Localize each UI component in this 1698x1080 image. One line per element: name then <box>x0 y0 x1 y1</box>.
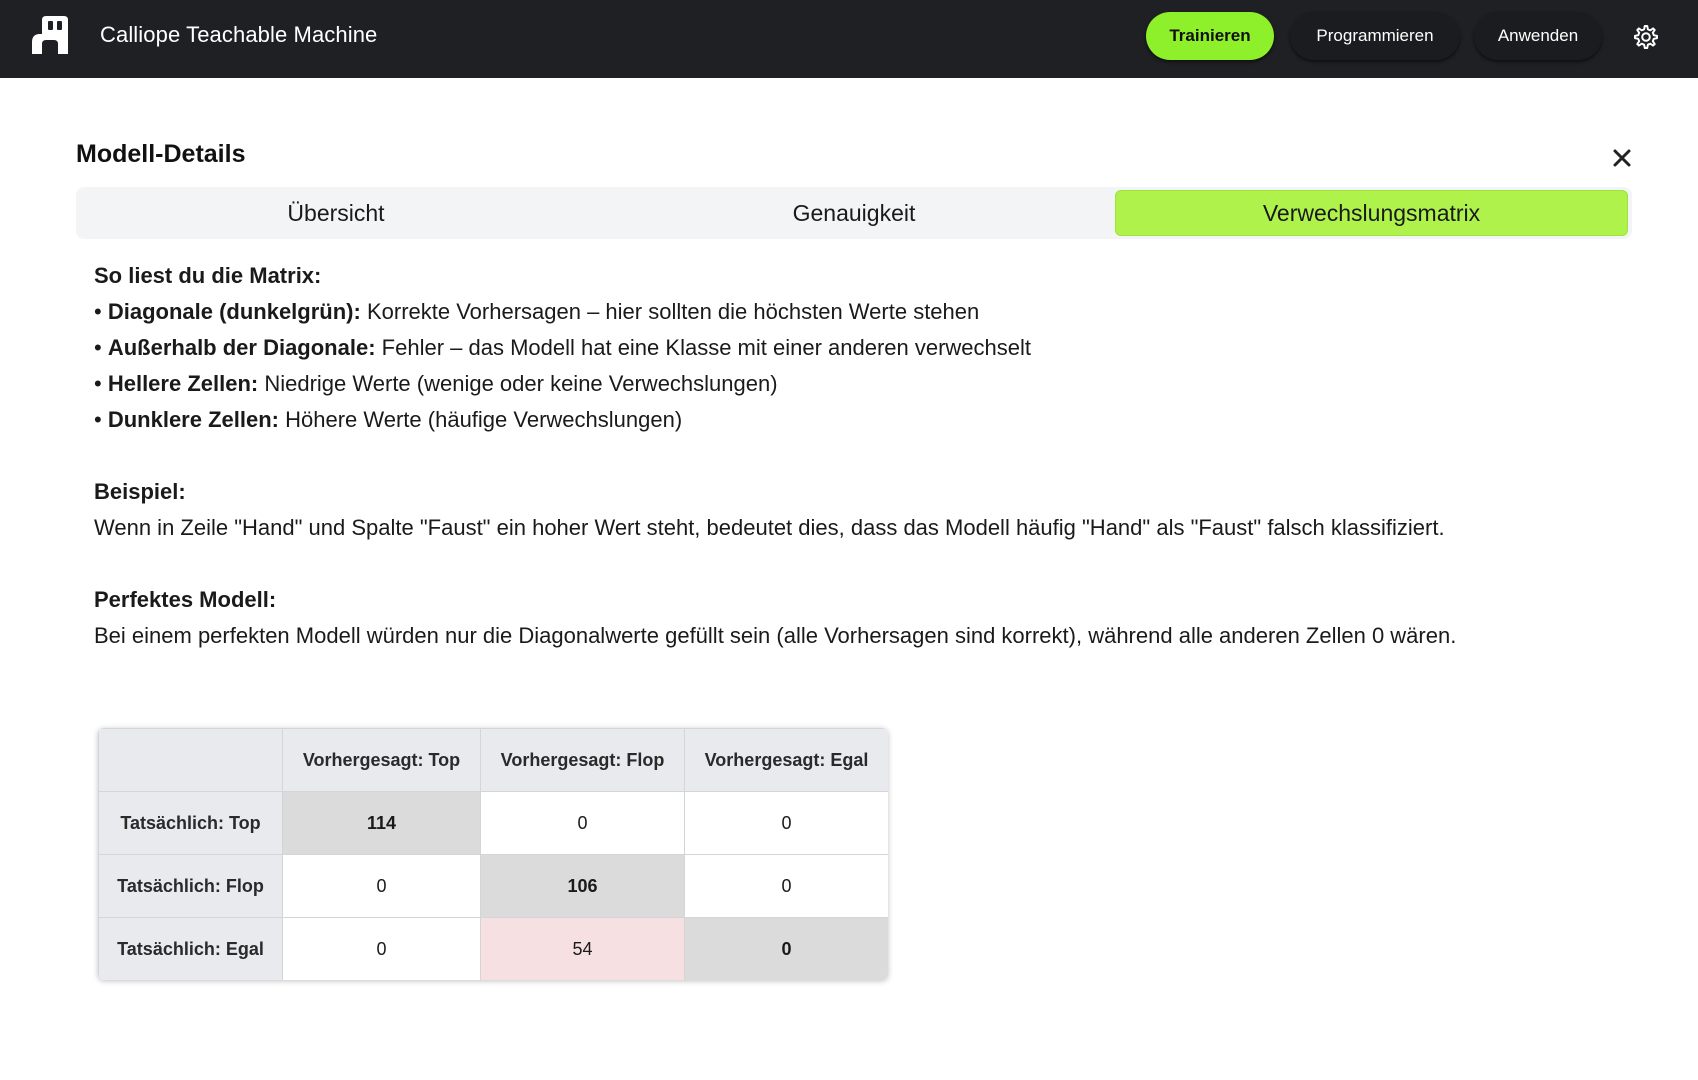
top-navigation-bar <box>0 0 1698 78</box>
tab-bar <box>76 187 1632 239</box>
example-text: Wenn in Zeile "Hand" und Spalte "Faust" ein hoher Wert steht, bedeutet dies, dass das Modell häufig "Hand" als "Faust" falsch klassifiziert. <box>94 515 1445 540</box>
matrix-row <box>99 792 889 855</box>
matrix-corner-cell <box>99 729 283 792</box>
tab-genauigkeit[interactable]: Genauigkeit <box>792 199 916 226</box>
matrix-cell: 114 <box>283 792 481 855</box>
matrix-row <box>99 918 889 981</box>
matrix-cell: 0 <box>685 792 889 855</box>
nav-programmieren-button[interactable]: Programmieren <box>1290 12 1460 60</box>
tab-uebersicht[interactable]: Übersicht <box>287 199 385 226</box>
calliope-logo-icon[interactable] <box>28 14 72 58</box>
help-bullet-term: Dunklere Zellen: <box>107 407 279 432</box>
matrix-row-header: Tatsächlich: Flop <box>99 855 283 918</box>
help-bullet: • Hellere Zellen: Niedrige Werte (wenige oder keine Verwechslungen) <box>94 371 778 396</box>
matrix-cell: 0 <box>283 855 481 918</box>
matrix-cell: 106 <box>481 855 685 918</box>
matrix-cell: 0 <box>481 792 685 855</box>
matrix-cell: 0 <box>685 918 889 981</box>
nav-anwenden-button[interactable]: Anwenden <box>1474 12 1602 60</box>
close-icon[interactable] <box>1610 146 1634 170</box>
perfect-model-text: Bei einem perfekten Modell würden nur die Diagonalwerte gefüllt sein (alle Vorhersagen sind korrekt), während alle anderen Zellen 0 wären. <box>94 623 1457 648</box>
matrix-row <box>99 855 889 918</box>
modal-title: Modell-Details <box>76 140 246 168</box>
matrix-row-header: Tatsächlich: Top <box>99 792 283 855</box>
matrix-column-header: Vorhergesagt: Flop <box>481 729 685 792</box>
confusion-matrix <box>98 728 888 980</box>
example-heading: Beispiel: <box>94 479 186 504</box>
help-bullet-text: Korrekte Vorhersagen – hier sollten die höchsten Werte stehen <box>366 299 980 324</box>
matrix-cell: 54 <box>481 918 685 981</box>
gear-icon[interactable] <box>1630 22 1660 52</box>
help-bullet-term: Hellere Zellen: <box>107 371 259 396</box>
help-bullet-text: Höhere Werte (häufige Verwechslungen) <box>285 407 683 432</box>
help-bullet-term: Außerhalb der Diagonale: <box>107 335 376 360</box>
help-bullet-text: Niedrige Werte (wenige oder keine Verwechslungen) <box>264 371 778 396</box>
app-title: Calliope Teachable Machine <box>100 22 378 47</box>
matrix-row-header: Tatsächlich: Egal <box>99 918 283 981</box>
tab-verwechslungsmatrix[interactable]: Verwechslungsmatrix <box>1115 190 1628 236</box>
confusion-matrix-table <box>98 728 888 980</box>
matrix-help-text <box>94 258 1594 654</box>
matrix-cell: 0 <box>685 855 889 918</box>
perfect-model-heading: Perfektes Modell: <box>94 587 277 612</box>
help-bullet: • Diagonale (dunkelgrün): Korrekte Vorhersagen – hier sollten die höchsten Werte stehen <box>94 299 980 324</box>
help-bullet: • Dunklere Zellen: Höhere Werte (häufige Verwechslungen) <box>94 407 683 432</box>
matrix-cell: 0 <box>283 918 481 981</box>
help-bullet-text: Fehler – das Modell hat eine Klasse mit einer anderen verwechselt <box>381 335 1032 360</box>
help-bullet: • Außerhalb der Diagonale: Fehler – das Modell hat eine Klasse mit einer anderen verwechselt <box>94 335 1032 360</box>
matrix-column-header: Vorhergesagt: Egal <box>685 729 889 792</box>
matrix-column-header: Vorhergesagt: Top <box>283 729 481 792</box>
help-bullet-term: Diagonale (dunkelgrün): <box>107 299 361 324</box>
nav-trainieren-button[interactable]: Trainieren <box>1146 12 1274 60</box>
help-heading: So liest du die Matrix: <box>94 263 322 288</box>
